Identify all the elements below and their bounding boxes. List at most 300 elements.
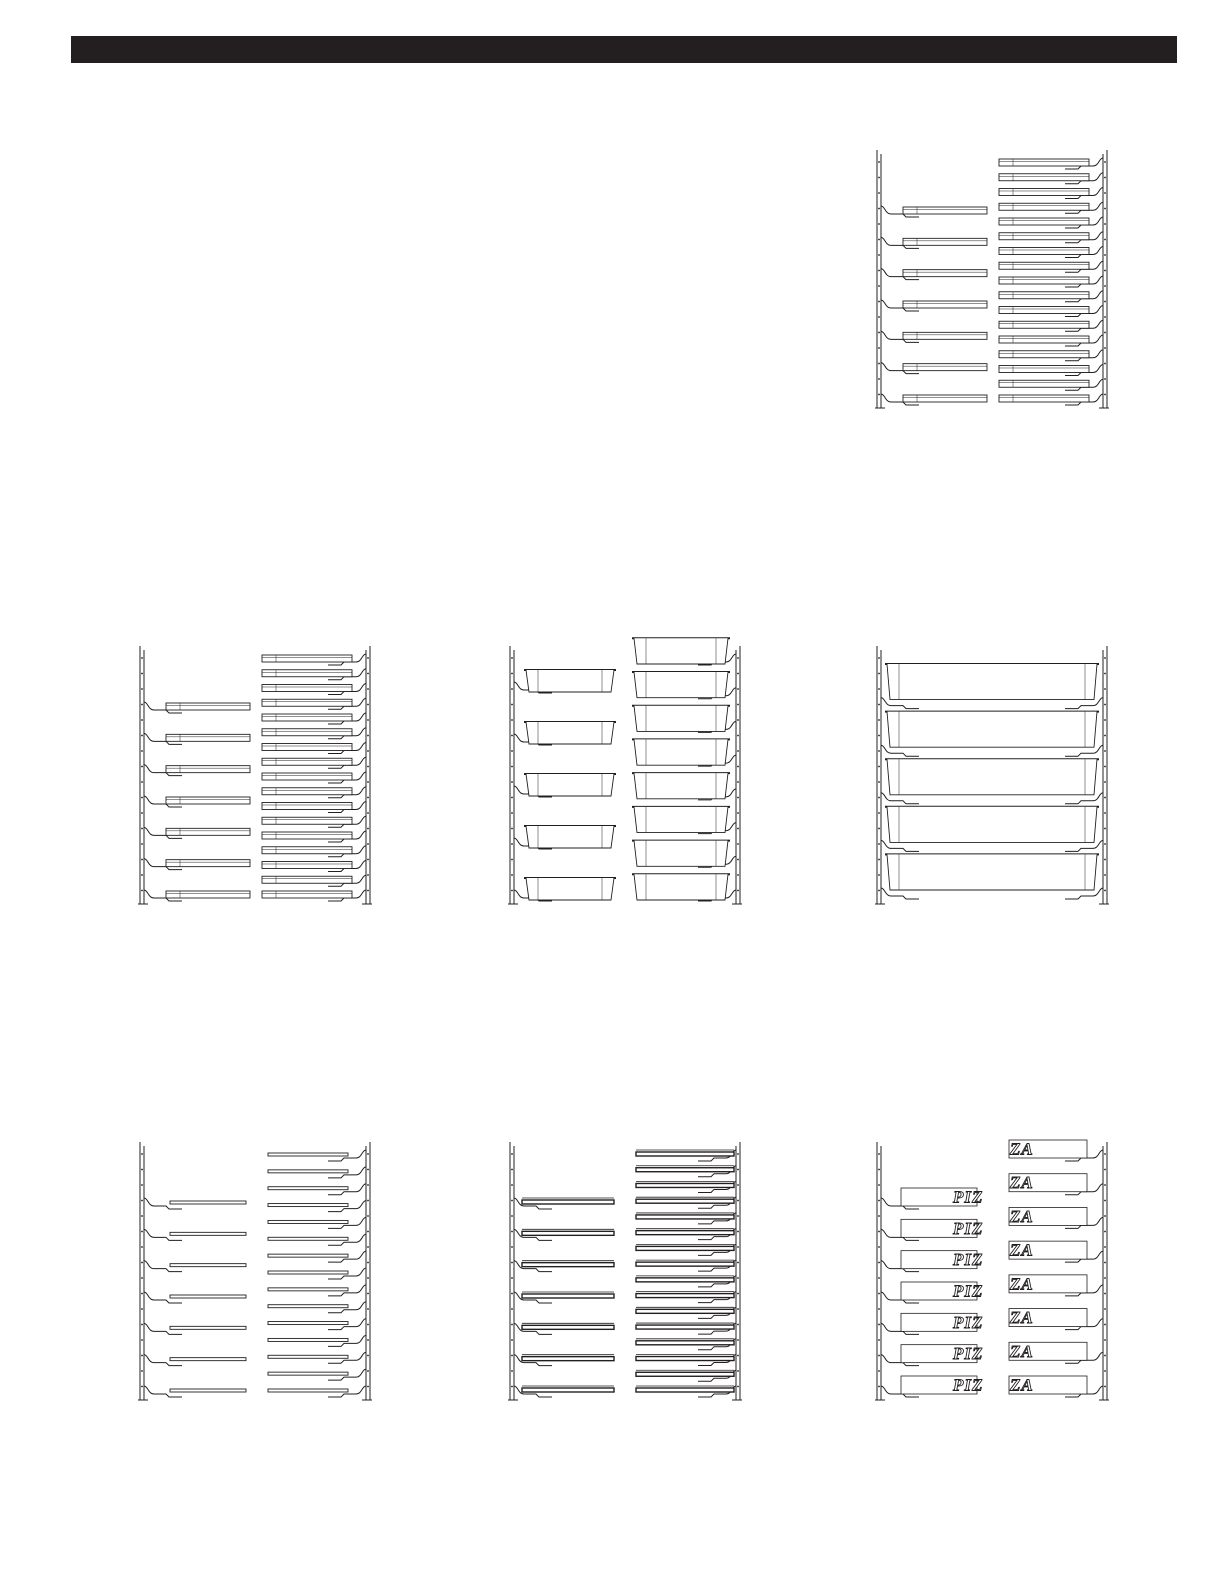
right-grid	[636, 1199, 734, 1203]
left-upright-rivet	[878, 270, 880, 272]
right-upright-rivet	[737, 688, 739, 690]
left-upright-rivet	[511, 1339, 513, 1341]
right-tray	[999, 365, 1089, 372]
left-upright-rivet	[141, 890, 143, 892]
left-upright-rivet	[141, 657, 143, 659]
pizza-box-label-left: PIZ	[953, 1281, 984, 1301]
right-upright-rivet	[1104, 859, 1106, 861]
right-upright-rivet	[367, 657, 369, 659]
right-grid	[268, 1338, 348, 1341]
pizza-box-label-right: ZA	[1010, 1375, 1034, 1395]
left-upright-rivet	[878, 1169, 880, 1171]
left-upright-rivet	[878, 1324, 880, 1326]
right-tray	[999, 203, 1089, 210]
right-upright-rivet	[367, 1184, 369, 1186]
left-upright-rivet	[511, 1262, 513, 1264]
left-upright-rivet	[141, 1231, 143, 1233]
right-upright-rivet	[367, 828, 369, 830]
left-upright-rivet	[878, 332, 880, 334]
rack-diagram-1	[872, 142, 1112, 412]
right-grid	[636, 1294, 734, 1298]
right-tray	[999, 336, 1089, 343]
pizza-box-label-left: PIZ	[953, 1344, 984, 1364]
right-upright-rivet	[737, 704, 739, 706]
pizza-box-label-left: PIZ	[953, 1218, 984, 1238]
pizza-box-label-right: ZA	[1010, 1240, 1034, 1260]
right-tray	[262, 699, 352, 706]
left-grid	[522, 1231, 614, 1235]
right-upright-rivet	[737, 781, 739, 783]
right-upright-rivet	[737, 1262, 739, 1264]
right-upright-rivet	[1104, 874, 1106, 876]
left-upright-rivet	[511, 673, 513, 675]
right-tray	[999, 395, 1089, 402]
right-upright-rivet	[737, 1246, 739, 1248]
right-upright-rivet	[1104, 285, 1106, 287]
left-upright-rivet	[878, 688, 880, 690]
right-upright-rivet	[367, 843, 369, 845]
left-upright	[508, 1142, 518, 1400]
left-upright	[875, 1142, 885, 1400]
right-tray	[262, 655, 352, 662]
right-upright-rivet	[1104, 363, 1106, 365]
right-upright-rivet	[737, 1370, 739, 1372]
right-tray	[999, 306, 1089, 313]
left-upright	[138, 646, 148, 904]
pizza-box-label-right: ZA	[1010, 1341, 1034, 1361]
left-upright-rivet	[511, 1370, 513, 1372]
right-upright-rivet	[367, 890, 369, 892]
left-upright-rivet	[511, 657, 513, 659]
right-upright-rivet	[1104, 254, 1106, 256]
right-upright-rivet	[1104, 332, 1106, 334]
left-tray	[903, 301, 987, 308]
right-tray	[262, 684, 352, 691]
rack-diagram-4	[872, 638, 1112, 908]
right-grid	[268, 1220, 348, 1223]
right-tray	[262, 758, 352, 765]
left-grid	[522, 1388, 614, 1392]
right-upright-rivet	[737, 719, 739, 721]
right-upright-rivet	[367, 1293, 369, 1295]
left-upright-rivet	[141, 673, 143, 675]
left-upright-rivet	[878, 161, 880, 163]
right-upright-rivet	[737, 1200, 739, 1202]
right-upright	[1099, 646, 1109, 904]
right-upright-rivet	[737, 735, 739, 737]
right-upright-rivet	[1104, 812, 1106, 814]
right-upright-rivet	[1104, 394, 1106, 396]
right-upright-rivet	[1104, 1153, 1106, 1155]
left-upright-rivet	[878, 1386, 880, 1388]
left-upright-rivet	[878, 781, 880, 783]
left-upright-rivet	[511, 719, 513, 721]
right-tray	[262, 847, 352, 854]
right-upright-rivet	[1104, 890, 1106, 892]
left-pan	[526, 774, 614, 796]
left-upright-rivet	[878, 1231, 880, 1233]
left-grid	[522, 1200, 614, 1204]
right-upright-rivet	[367, 1169, 369, 1171]
right-upright-rivet	[1104, 797, 1106, 799]
right-grid	[636, 1341, 734, 1345]
right-tray	[262, 729, 352, 736]
left-upright-rivet	[141, 750, 143, 752]
left-upright-rivet	[141, 1324, 143, 1326]
left-upright-rivet	[878, 347, 880, 349]
right-upright-rivet	[1104, 347, 1106, 349]
right-upright-rivet	[1104, 1169, 1106, 1171]
left-grid	[522, 1263, 614, 1267]
left-upright-rivet	[511, 1184, 513, 1186]
left-upright-rivet	[511, 766, 513, 768]
right-grid	[268, 1322, 348, 1325]
left-upright-rivet	[878, 316, 880, 318]
right-upright-rivet	[1104, 1355, 1106, 1357]
right-grid	[268, 1187, 348, 1190]
right-grid	[268, 1170, 348, 1173]
left-upright-rivet	[511, 890, 513, 892]
right-tray	[999, 277, 1089, 284]
left-upright-rivet	[141, 874, 143, 876]
right-upright-rivet	[737, 812, 739, 814]
left-upright-rivet	[141, 1293, 143, 1295]
right-upright-rivet	[1104, 208, 1106, 210]
rack-3-svg	[505, 638, 745, 908]
right-upright-rivet	[737, 828, 739, 830]
left-upright-rivet	[511, 1153, 513, 1155]
right-upright-rivet	[737, 1293, 739, 1295]
right-grid	[636, 1278, 734, 1282]
left-upright-rivet	[141, 1370, 143, 1372]
right-upright	[732, 1142, 742, 1400]
right-upright-rivet	[1104, 301, 1106, 303]
left-tray	[166, 797, 250, 804]
left-upright-rivet	[511, 828, 513, 830]
left-upright-rivet	[141, 843, 143, 845]
left-tray	[903, 207, 987, 214]
header-bar	[71, 36, 1177, 63]
left-upright-rivet	[878, 1355, 880, 1357]
right-tray	[262, 876, 352, 883]
left-upright-rivet	[511, 1277, 513, 1279]
right-upright-rivet	[1104, 766, 1106, 768]
right-tray	[262, 743, 352, 750]
right-upright-rivet	[1104, 316, 1106, 318]
left-upright-rivet	[878, 1153, 880, 1155]
left-tray	[166, 766, 250, 773]
right-upright-rivet	[367, 750, 369, 752]
right-upright-rivet	[1104, 673, 1106, 675]
right-pan	[634, 773, 728, 799]
right-grid	[636, 1231, 734, 1235]
right-tray	[262, 788, 352, 795]
right-upright-rivet	[737, 1277, 739, 1279]
right-upright-rivet	[1104, 657, 1106, 659]
right-upright-rivet	[1104, 704, 1106, 706]
left-upright-rivet	[141, 859, 143, 861]
right-upright-rivet	[367, 859, 369, 861]
right-tray	[999, 159, 1089, 166]
left-upright-rivet	[141, 781, 143, 783]
right-upright-rivet	[1104, 1293, 1106, 1295]
left-upright-rivet	[511, 1246, 513, 1248]
right-upright-rivet	[737, 1184, 739, 1186]
right-upright	[1099, 1142, 1109, 1400]
left-upright-rivet	[878, 363, 880, 365]
right-upright-rivet	[367, 1277, 369, 1279]
left-upright-rivet	[141, 1169, 143, 1171]
left-upright-rivet	[878, 285, 880, 287]
right-upright-rivet	[1104, 1262, 1106, 1264]
left-pan	[526, 878, 614, 900]
left-upright-rivet	[878, 874, 880, 876]
right-grid	[636, 1309, 734, 1313]
left-tray	[903, 332, 987, 339]
right-tray	[262, 802, 352, 809]
left-upright-rivet	[511, 843, 513, 845]
left-upright-rivet	[511, 1169, 513, 1171]
right-pan	[634, 706, 728, 732]
pizza-box-label-right: ZA	[1010, 1206, 1034, 1226]
right-grid	[268, 1153, 348, 1156]
right-upright-rivet	[367, 874, 369, 876]
left-upright-rivet	[878, 750, 880, 752]
right-tray	[262, 817, 352, 824]
right-grid	[636, 1357, 734, 1361]
right-grid	[636, 1246, 734, 1250]
left-upright	[875, 646, 885, 904]
right-upright-rivet	[1104, 843, 1106, 845]
right-upright-rivet	[367, 1262, 369, 1264]
pizza-box-label-left: PIZ	[953, 1375, 984, 1395]
right-upright-rivet	[1104, 177, 1106, 179]
left-grid	[170, 1358, 246, 1361]
left-upright-rivet	[511, 874, 513, 876]
right-upright-rivet	[737, 890, 739, 892]
left-tray	[166, 734, 250, 741]
right-upright-rivet	[1104, 1215, 1106, 1217]
right-upright-rivet	[1104, 735, 1106, 737]
right-upright-rivet	[367, 1339, 369, 1341]
left-grid	[522, 1294, 614, 1298]
rack-4-svg	[872, 638, 1112, 908]
rack-5-svg	[135, 1134, 375, 1404]
right-upright-rivet	[1104, 1246, 1106, 1248]
left-upright	[508, 646, 518, 904]
right-grid	[636, 1168, 734, 1172]
left-tray	[903, 364, 987, 371]
left-upright-rivet	[511, 1355, 513, 1357]
right-upright-rivet	[737, 859, 739, 861]
right-upright-rivet	[1104, 688, 1106, 690]
left-tray	[166, 891, 250, 898]
right-grid	[636, 1325, 734, 1329]
left-upright-rivet	[878, 673, 880, 675]
left-grid	[170, 1201, 246, 1204]
right-upright-rivet	[737, 1339, 739, 1341]
left-upright-rivet	[878, 394, 880, 396]
right-tray	[262, 832, 352, 839]
right-upright-rivet	[367, 1355, 369, 1357]
left-upright-rivet	[141, 719, 143, 721]
right-pan	[634, 841, 728, 867]
left-upright-rivet	[878, 239, 880, 241]
left-upright-rivet	[878, 719, 880, 721]
right-upright-rivet	[1104, 1324, 1106, 1326]
right-grid	[636, 1372, 734, 1376]
left-upright-rivet	[141, 735, 143, 737]
right-upright-rivet	[367, 1200, 369, 1202]
right-upright-rivet	[367, 688, 369, 690]
right-upright-rivet	[737, 657, 739, 659]
left-upright-rivet	[878, 301, 880, 303]
right-upright-rivet	[367, 797, 369, 799]
left-upright-rivet	[141, 797, 143, 799]
pizza-box-label-right: ZA	[1010, 1139, 1034, 1159]
right-upright-rivet	[367, 1386, 369, 1388]
left-upright-rivet	[878, 1246, 880, 1248]
left-pan	[526, 722, 614, 744]
left-grid	[170, 1295, 246, 1298]
right-grid	[636, 1262, 734, 1266]
left-upright-rivet	[141, 1200, 143, 1202]
right-upright-rivet	[1104, 378, 1106, 380]
left-grid	[170, 1232, 246, 1235]
right-upright-rivet	[367, 1370, 369, 1372]
left-upright-rivet	[511, 1200, 513, 1202]
right-tray	[999, 351, 1089, 358]
right-tray	[262, 891, 352, 898]
left-upright-rivet	[511, 750, 513, 752]
right-tray	[999, 233, 1089, 240]
left-upright-rivet	[141, 688, 143, 690]
left-upright-rivet	[878, 1277, 880, 1279]
left-grid	[170, 1326, 246, 1329]
right-upright-rivet	[367, 766, 369, 768]
left-grid	[522, 1357, 614, 1361]
left-tray	[903, 395, 987, 402]
left-upright-rivet	[878, 657, 880, 659]
left-upright-rivet	[511, 1231, 513, 1233]
right-tray	[999, 174, 1089, 181]
left-grid	[170, 1389, 246, 1392]
left-upright-rivet	[511, 797, 513, 799]
rack-diagram-7	[872, 1134, 1112, 1404]
right-pan	[634, 874, 728, 900]
left-pan	[526, 670, 614, 692]
left-upright-rivet	[511, 781, 513, 783]
right-grid	[268, 1305, 348, 1308]
pizza-box-label-right: ZA	[1010, 1308, 1034, 1328]
right-upright-rivet	[1104, 270, 1106, 272]
right-upright-rivet	[1104, 1308, 1106, 1310]
right-upright-rivet	[1104, 1200, 1106, 1202]
right-upright-rivet	[1104, 719, 1106, 721]
right-upright-rivet	[367, 735, 369, 737]
left-upright-rivet	[511, 688, 513, 690]
right-tray	[262, 861, 352, 868]
left-upright-rivet	[878, 254, 880, 256]
left-upright-rivet	[141, 1153, 143, 1155]
right-upright-rivet	[367, 1308, 369, 1310]
left-upright-rivet	[878, 177, 880, 179]
left-upright-rivet	[878, 843, 880, 845]
left-upright-rivet	[511, 704, 513, 706]
left-upright	[138, 1142, 148, 1400]
right-upright-rivet	[367, 1246, 369, 1248]
right-upright	[732, 646, 742, 904]
left-upright-rivet	[878, 1339, 880, 1341]
left-upright-rivet	[511, 1386, 513, 1388]
left-upright-rivet	[878, 890, 880, 892]
right-upright-rivet	[737, 1308, 739, 1310]
right-grid	[268, 1288, 348, 1291]
right-upright-rivet	[367, 812, 369, 814]
left-upright-rivet	[878, 1308, 880, 1310]
left-pan	[526, 826, 614, 848]
left-upright-rivet	[878, 1262, 880, 1264]
full-pan	[887, 759, 1097, 795]
left-upright-rivet	[141, 1215, 143, 1217]
right-upright-rivet	[737, 843, 739, 845]
rack-7-svg	[872, 1134, 1112, 1404]
left-upright-rivet	[878, 1200, 880, 1202]
right-upright-rivet	[737, 673, 739, 675]
left-upright-rivet	[878, 812, 880, 814]
right-tray	[999, 380, 1089, 387]
right-upright-rivet	[1104, 1339, 1106, 1341]
right-grid	[268, 1237, 348, 1240]
right-upright-rivet	[1104, 1231, 1106, 1233]
left-upright-rivet	[878, 1293, 880, 1295]
left-upright-rivet	[878, 704, 880, 706]
left-upright-rivet	[878, 859, 880, 861]
rack-diagram-3	[505, 638, 745, 908]
right-upright-rivet	[367, 781, 369, 783]
right-tray	[999, 321, 1089, 328]
left-upright-rivet	[141, 1246, 143, 1248]
left-upright	[875, 150, 885, 408]
right-upright-rivet	[737, 1169, 739, 1171]
pizza-box-label-left: PIZ	[953, 1312, 984, 1332]
right-upright-rivet	[1104, 750, 1106, 752]
left-upright-rivet	[141, 1184, 143, 1186]
left-upright-rivet	[878, 223, 880, 225]
right-upright-rivet	[367, 1231, 369, 1233]
right-upright-rivet	[1104, 828, 1106, 830]
right-upright-rivet	[737, 1324, 739, 1326]
full-pan	[887, 712, 1097, 748]
left-grid	[170, 1264, 246, 1267]
right-upright-rivet	[1104, 239, 1106, 241]
left-upright-rivet	[141, 1308, 143, 1310]
left-upright-rivet	[141, 1277, 143, 1279]
left-upright-rivet	[511, 812, 513, 814]
right-upright-rivet	[1104, 1277, 1106, 1279]
pizza-box-label-left: PIZ	[953, 1250, 984, 1270]
left-upright-rivet	[511, 1308, 513, 1310]
rack-diagram-6	[505, 1134, 745, 1404]
left-upright-rivet	[878, 1184, 880, 1186]
left-grid	[522, 1325, 614, 1329]
left-upright-rivet	[878, 1370, 880, 1372]
rack-diagram-5	[135, 1134, 375, 1404]
right-upright-rivet	[1104, 1386, 1106, 1388]
left-upright-rivet	[511, 735, 513, 737]
right-pan	[634, 739, 728, 765]
left-tray	[166, 828, 250, 835]
